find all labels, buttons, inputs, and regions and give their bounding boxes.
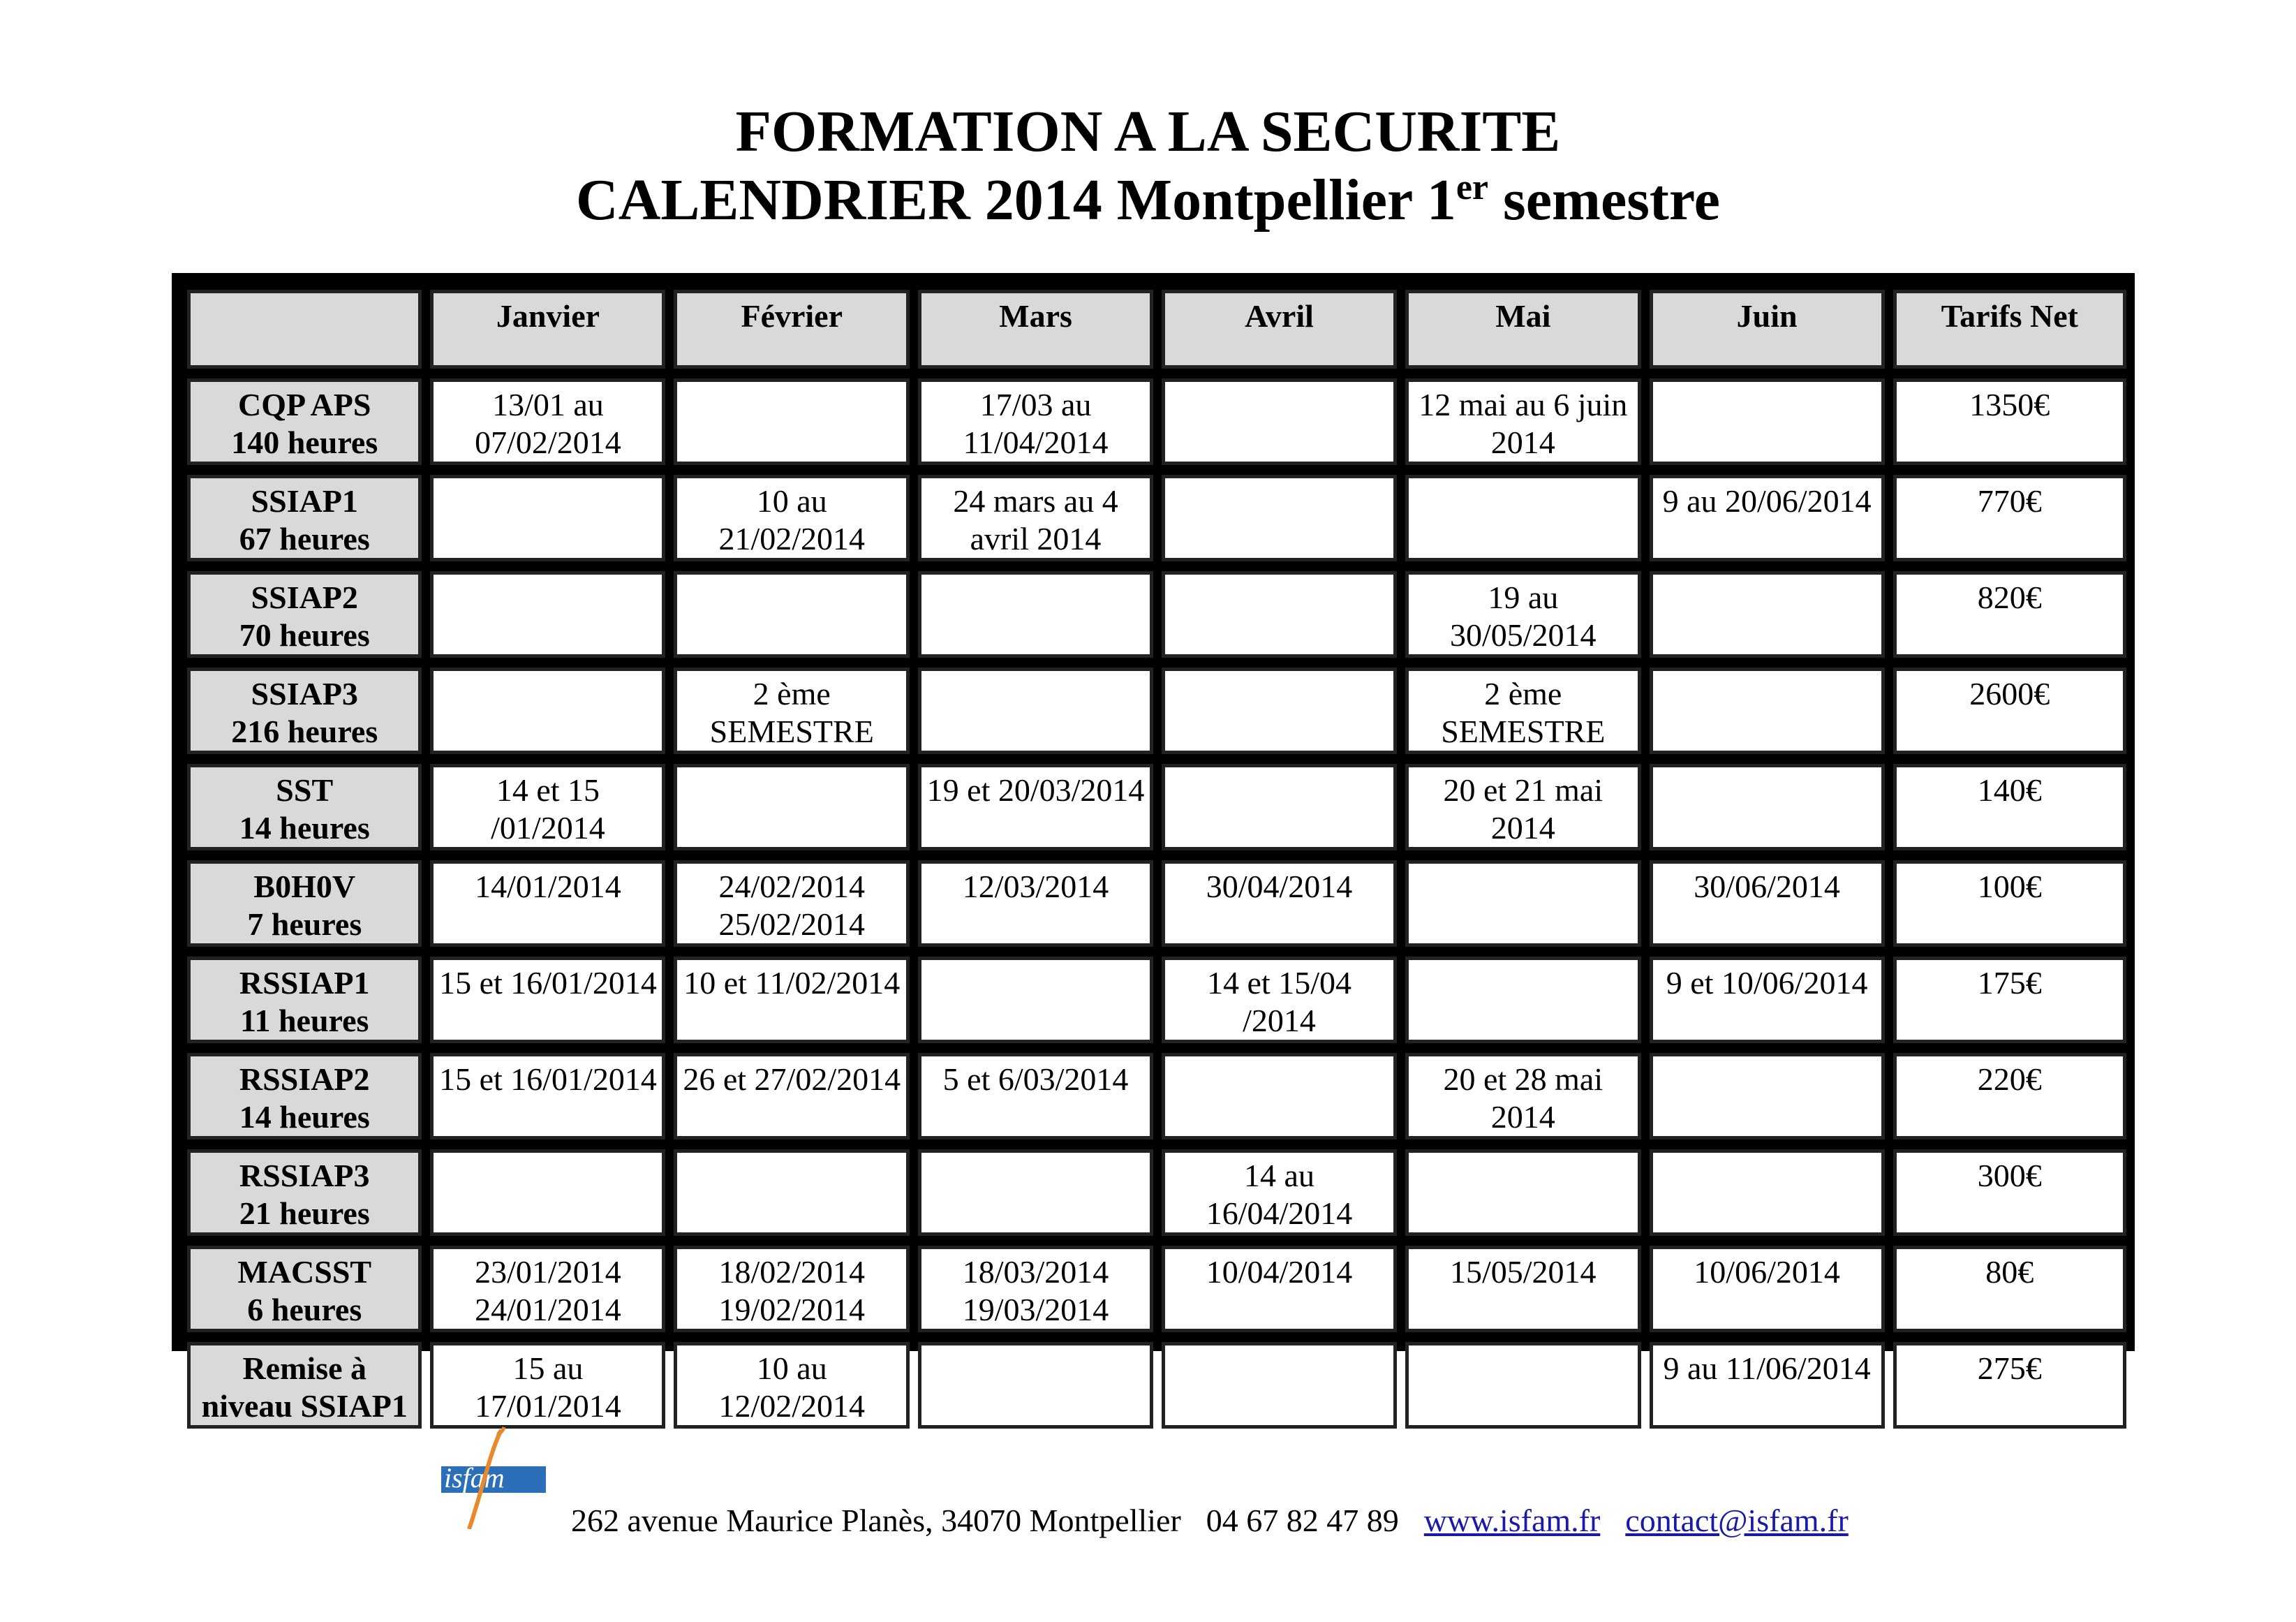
date-cell: 13/01 au 07/02/2014 (430, 378, 665, 465)
course-hours: 14 heures (239, 1099, 370, 1135)
date-cell (918, 571, 1153, 658)
date-cell (674, 571, 910, 658)
column-header: Tarifs Net (1893, 290, 2126, 369)
date-cell (430, 475, 665, 561)
price-cell: 140€ (1893, 764, 2126, 850)
course-name: RSSIAP2 (239, 1061, 370, 1097)
footer-website-link[interactable]: www.isfam.fr (1423, 1503, 1601, 1538)
date-cell: 18/02/2014 19/02/2014 (674, 1246, 910, 1332)
date-cell (430, 571, 665, 658)
date-cell (1162, 1342, 1397, 1429)
course-name: CQP APS (238, 387, 371, 422)
date-cell: 15/05/2014 (1405, 1246, 1641, 1332)
date-cell (1162, 571, 1397, 658)
course-name: SST (276, 772, 334, 808)
row-header (187, 1246, 422, 1332)
row-header (187, 764, 422, 850)
price-cell: 80€ (1893, 1246, 2126, 1332)
header-corner (187, 290, 422, 369)
date-cell (918, 1149, 1153, 1236)
row-header (187, 571, 422, 658)
row-header (187, 957, 422, 1043)
course-hours: 7 heures (247, 906, 362, 942)
date-cell (1162, 475, 1397, 561)
date-cell (1650, 571, 1885, 658)
date-cell (918, 1342, 1153, 1429)
course-name: Remise à (242, 1350, 367, 1386)
date-cell (918, 957, 1153, 1043)
table-row (187, 1246, 2126, 1332)
date-cell (1162, 1053, 1397, 1140)
table-row (187, 957, 2126, 1043)
date-cell: 19 et 20/03/2014 (918, 764, 1153, 850)
date-cell: 26 et 27/02/2014 (674, 1053, 910, 1140)
footer-address: 262 avenue Maurice Planès, 34070 Montpellier (571, 1503, 1181, 1538)
date-cell: 14 et 15 /01/2014 (430, 764, 665, 850)
date-cell: 17/03 au 11/04/2014 (918, 378, 1153, 465)
row-header (187, 1149, 422, 1236)
date-cell: 20 et 28 mai 2014 (1405, 1053, 1641, 1140)
price-cell: 2600€ (1893, 668, 2126, 754)
table-header-row (187, 290, 2126, 369)
row-header (187, 1342, 422, 1429)
date-cell: 9 et 10/06/2014 (1650, 957, 1885, 1043)
course-hours: niveau SSIAP1 (201, 1388, 408, 1424)
column-header: Avril (1162, 290, 1397, 369)
date-cell: 2 ème SEMESTRE (674, 668, 910, 754)
date-cell: 14 et 15/04 /2014 (1162, 957, 1397, 1043)
date-cell (1405, 860, 1641, 947)
row-header (187, 860, 422, 947)
course-name: B0H0V (253, 869, 356, 904)
table-row (187, 378, 2126, 465)
date-cell: 24 mars au 4 avril 2014 (918, 475, 1153, 561)
row-header (187, 475, 422, 561)
date-cell: 14 au 16/04/2014 (1162, 1149, 1397, 1236)
date-cell: 12/03/2014 (918, 860, 1153, 947)
table-row (187, 764, 2126, 850)
date-cell (1405, 1342, 1641, 1429)
date-cell (918, 668, 1153, 754)
column-header: Juin (1650, 290, 1885, 369)
date-cell: 18/03/2014 19/03/2014 (918, 1246, 1153, 1332)
course-hours: 67 heures (239, 521, 370, 556)
date-cell (674, 764, 910, 850)
isfam-logo-graphic (434, 1424, 553, 1529)
date-cell: 24/02/2014 25/02/2014 (674, 860, 910, 947)
title-line-2 (0, 166, 2296, 235)
date-cell: 10 au 21/02/2014 (674, 475, 910, 561)
svg-text:isfam: isfam (444, 1462, 505, 1494)
calendar-table (179, 280, 2135, 1438)
column-header: Janvier (430, 290, 665, 369)
column-header: Mars (918, 290, 1153, 369)
footer-email-link[interactable]: contact@isfam.fr (1625, 1503, 1849, 1538)
title-line-2-superscript: er (1456, 168, 1488, 207)
date-cell (1162, 668, 1397, 754)
date-cell: 10 au 12/02/2014 (674, 1342, 910, 1429)
price-cell: 300€ (1893, 1149, 2126, 1236)
date-cell (1650, 764, 1885, 850)
table-row (187, 668, 2126, 754)
course-hours: 70 heures (239, 617, 370, 653)
page-title (0, 98, 2296, 235)
title-line-2-end: semestre (1488, 168, 1720, 233)
price-cell: 275€ (1893, 1342, 2126, 1429)
date-cell: 10/04/2014 (1162, 1246, 1397, 1332)
date-cell: 20 et 21 mai 2014 (1405, 764, 1641, 850)
course-name: SSIAP3 (251, 676, 358, 712)
table-row (187, 860, 2126, 947)
date-cell: 15 et 16/01/2014 (430, 957, 665, 1043)
date-cell: 14/01/2014 (430, 860, 665, 947)
date-cell (1650, 1149, 1885, 1236)
date-cell: 12 mai au 6 juin 2014 (1405, 378, 1641, 465)
date-cell: 15 au 17/01/2014 (430, 1342, 665, 1429)
course-hours: 140 heures (231, 425, 378, 460)
date-cell: 30/06/2014 (1650, 860, 1885, 947)
date-cell: 19 au 30/05/2014 (1405, 571, 1641, 658)
course-name: SSIAP2 (251, 580, 358, 615)
date-cell (1650, 378, 1885, 465)
row-header (187, 668, 422, 754)
course-hours: 14 heures (239, 810, 370, 846)
date-cell (1162, 378, 1397, 465)
course-hours: 11 heures (240, 1003, 369, 1038)
course-name: RSSIAP3 (239, 1158, 370, 1193)
price-cell: 820€ (1893, 571, 2126, 658)
course-hours: 21 heures (239, 1195, 370, 1231)
price-cell: 1350€ (1893, 378, 2126, 465)
course-hours: 6 heures (247, 1292, 362, 1327)
course-name: RSSIAP1 (239, 965, 370, 1001)
table-row (187, 1342, 2126, 1429)
table-row (187, 475, 2126, 561)
column-header: Février (674, 290, 910, 369)
date-cell: 2 ème SEMESTRE (1405, 668, 1641, 754)
price-cell: 175€ (1893, 957, 2126, 1043)
footer-contact (571, 1501, 1849, 1540)
date-cell: 23/01/2014 24/01/2014 (430, 1246, 665, 1332)
date-cell (1162, 764, 1397, 850)
table-row (187, 1149, 2126, 1236)
date-cell (1405, 957, 1641, 1043)
row-header (187, 1053, 422, 1140)
date-cell: 10 et 11/02/2014 (674, 957, 910, 1043)
row-header (187, 378, 422, 465)
date-cell (674, 1149, 910, 1236)
date-cell (674, 378, 910, 465)
date-cell: 9 au 20/06/2014 (1650, 475, 1885, 561)
footer-phone: 04 67 82 47 89 (1206, 1503, 1399, 1538)
price-cell: 100€ (1893, 860, 2126, 947)
isfam-logo (434, 1424, 553, 1529)
date-cell: 9 au 11/06/2014 (1650, 1342, 1885, 1429)
table-row (187, 1053, 2126, 1140)
date-cell (430, 668, 665, 754)
date-cell (1650, 1053, 1885, 1140)
course-name: MACSST (237, 1254, 372, 1290)
column-header: Mai (1405, 290, 1641, 369)
title-line-1: FORMATION A LA SECURITE (735, 99, 1561, 164)
table-row (187, 571, 2126, 658)
date-cell (1405, 1149, 1641, 1236)
course-name: SSIAP1 (251, 483, 358, 519)
date-cell (430, 1149, 665, 1236)
date-cell: 5 et 6/03/2014 (918, 1053, 1153, 1140)
course-hours: 216 heures (231, 714, 378, 749)
price-cell: 220€ (1893, 1053, 2126, 1140)
date-cell: 10/06/2014 (1650, 1246, 1885, 1332)
date-cell (1650, 668, 1885, 754)
date-cell (1405, 475, 1641, 561)
calendar-table-frame (172, 273, 2135, 1424)
price-cell: 770€ (1893, 475, 2126, 561)
date-cell: 15 et 16/01/2014 (430, 1053, 665, 1140)
date-cell: 30/04/2014 (1162, 860, 1397, 947)
title-line-2-main: CALENDRIER 2014 Montpellier 1 (576, 168, 1456, 233)
